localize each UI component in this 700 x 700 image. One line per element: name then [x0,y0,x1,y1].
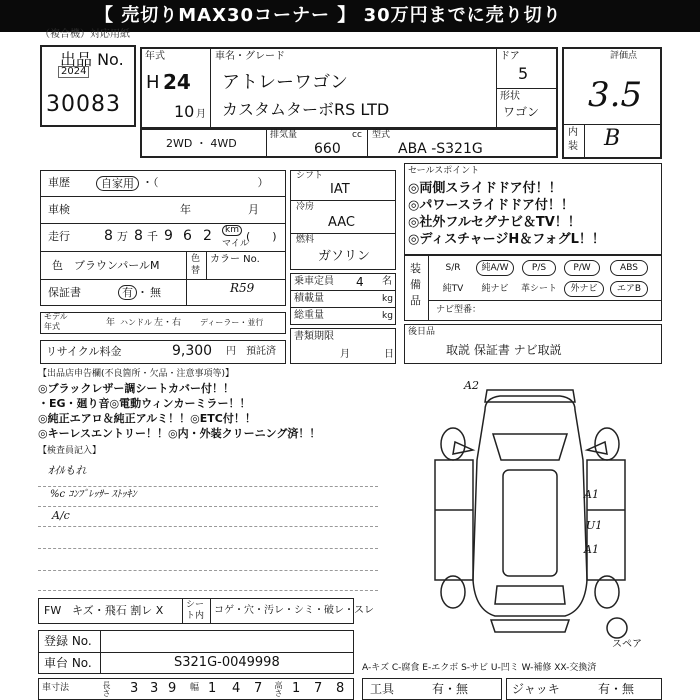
capacity-label: 乗車定員 [294,276,334,287]
notes-label: 【出品店申告欄(不良箇所・欠品・注意事項等)】 [38,369,235,379]
displacement-value: 660 [314,141,341,157]
era: H [146,72,160,93]
warranty-yes: 有 [118,285,137,300]
ac-label: 冷房 [296,202,315,212]
door-label: ドア [500,51,520,62]
score-value: 3.5 [588,75,643,115]
dims-h-2: 7 [314,681,323,696]
mileage-digit-1: 8 [134,228,143,244]
equip-airbag: エアB [610,281,648,297]
color-no-value: R59 [230,281,255,295]
banner-text: 【 売切りMAX30コーナー 】 30万円までに売り切り [95,5,562,26]
mileage-unit-km: km [222,225,242,236]
model-row-label-2: 年式 [44,322,60,331]
navi-model-label: ナビ型番： [436,305,482,315]
sales-point-1: ◎両側スライドドア付！！ [408,181,562,196]
door-value: 5 [518,64,529,83]
dims-h-1: 1 [292,681,301,696]
shape-value: ワゴン [503,105,540,119]
after-value: 取説 保証書 ナビ取説 [446,343,562,357]
car-diagram [425,380,635,650]
equipment-label-3: 品 [410,294,421,307]
mileage-man-unit: 万 [117,230,128,243]
inspection-label: 車検 [48,203,70,216]
seat-items: コゲ・穴・汚レ・シミ・破レ・スレ [214,605,374,616]
interior-label-1: 内 [568,127,578,138]
chassis-value: S321G-0049998 [174,655,280,670]
after-label: 後日品 [408,327,436,337]
equip-ext-navi: 外ナビ [564,281,604,297]
fuel-value: ガソリン [318,249,371,264]
recycle-value: 9,300 [172,343,213,359]
color-label: 色 [52,259,63,272]
model-row-label-1: モデル [44,312,68,321]
notes-line-2: ・EG・廻り音◎電動ウィンカーミラー！！ [38,397,251,410]
mileage-man: 8 [104,228,113,244]
gross-unit: kg [382,311,393,321]
jack-value: 有・無 [598,682,635,696]
legend-text: A-キズ C-腐食 E-エクボ S-サビ U-凹ミ W-補修 XX-交換済 [362,663,597,673]
warranty-no: 無 [150,286,161,299]
inspection-month: 月 [248,203,259,216]
equipment-label-2: 備 [410,278,421,291]
mark-a1-lower: A1 [584,543,599,556]
docs-month: 月 [340,349,350,360]
equip-sr: S/R [445,263,461,273]
dims-l-3: 9 [168,681,177,696]
equip-abs: ABS [610,260,648,276]
lot-label: 出品 No. [60,50,124,69]
fw-items: キズ・飛石 割レ X [72,604,164,617]
drive-value: 2WD ・ 4WD [166,137,237,150]
sales-point-2: ◎パワースライドドア付！！ [408,198,574,213]
dims-w-2: 4 [232,681,241,696]
load-unit: kg [382,294,393,304]
inspector-line-2: %c ｺﾝﾌﾟﾚｯｻｰ ｽﾄｯｷﾝ [50,489,137,500]
registration-label: 登録 No. [44,634,92,648]
shift-value: IAT [330,182,350,197]
dims-w-3: 7 [254,681,263,696]
notes-line-3: ◎純正エアロ＆純正アルミ！！◎ETC付！！ [38,412,256,425]
model-row-year: 年 [106,318,116,328]
history-value: 自家用 [96,176,139,191]
capacity-unit: 名 [382,276,392,287]
notes-line-1: ◎ブラックレザー調シートカバー付！！ [38,382,235,395]
recycle-unit: 円 [226,346,236,357]
inspector-label: 【検査員記入】 [38,446,102,456]
model-code-label: 型式 [372,130,391,140]
mileage-unit-mile: マイル [222,239,249,249]
displacement-label: 排気量 [270,130,298,140]
equip-alloy: 純A/W [476,260,514,276]
equip-ps: P/S [522,260,556,276]
car-name-label: 車名・グレード [215,51,285,62]
equip-pw: P/W [564,260,600,276]
mark-a1-upper: A1 [584,488,599,501]
lot-year: 2024 [58,66,89,78]
equip-navi: 純ナビ [481,284,509,294]
dims-height-label: 高さ [274,681,283,697]
fuel-label: 燃料 [296,235,315,245]
mileage-digit-2: 9 [164,228,173,244]
shift-label: シフト [296,171,324,181]
dims-l-2: 3 [150,681,159,696]
dims-h-3: 8 [336,681,345,696]
score-label: 評価点 [610,51,638,61]
equipment-label-1: 装 [410,262,421,275]
dims-w-1: 1 [208,681,217,696]
mileage-digit-3: 6 [183,228,192,244]
seat-label-1: シー [186,600,205,610]
month-unit: 月 [196,109,206,120]
history-rest: ・（ ） [142,176,269,189]
inspection-year: 年 [180,203,191,216]
model-row-dealer: ディーラー・並行 [200,318,264,327]
recycle-label: リサイクル料金 [46,345,122,358]
mileage-paren: ( ) [246,230,277,243]
docs-label: 書類期限 [294,331,334,342]
dims-width-label: 幅 [190,683,200,693]
lot-number: 30083 [46,92,121,117]
tools-value: 有・無 [432,682,469,696]
shape-label: 形状 [500,91,520,102]
inspector-line-1: ｵｲﾙもれ [48,464,87,477]
color-value: ブラウンパールM [74,259,160,272]
spare-label: スペア [612,639,642,650]
docs-day: 日 [384,349,394,360]
equip-leather: 革シート [520,284,557,294]
recycle-note: 預託済 [246,346,276,357]
year-label: 年式 [145,51,165,62]
capacity-value: 4 [356,275,364,289]
interior-label-2: 装 [568,141,578,152]
ac-value: AAC [328,215,355,230]
mileage-digit-4: 2 [203,228,212,244]
load-label: 積載量 [294,293,324,304]
model-row-handle-label: ハンドル [120,318,152,327]
dims-label: 車寸法 [42,683,70,693]
color-change-2: 替 [191,266,201,276]
mileage-thousand: 千 [147,230,158,243]
color-change-1: 色 [191,254,201,264]
sales-point-4: ◎ディスチャージH＆フォグL！！ [408,232,605,247]
mark-u1: U1 [586,519,603,532]
car-name-line2: カスタムターボRS LTD [222,100,390,119]
gross-label: 総重量 [294,310,324,321]
model-month-value: 10 [174,102,195,121]
equip-tv: 純TV [442,284,464,294]
tools-label: 工具 [370,682,395,696]
warranty-label: 保証書 [48,286,81,299]
dims-l-1: 3 [130,681,139,696]
chassis-label: 車台 No. [44,656,92,670]
jack-label: ジャッキ [512,682,560,696]
warranty-sep: ・ [137,286,148,299]
sales-point-3: ◎社外フルセグナビ＆TV！！ [408,215,581,230]
displacement-unit: cc [352,130,362,140]
interior-value: B [604,126,621,151]
sales-points-label: セールスポイント [408,166,480,176]
seat-label-2: ト内 [186,611,205,621]
history-label: 車歴 [48,176,70,189]
header-note: （複合機）対応用紙 [40,29,130,40]
color-no-label: カラー No. [210,254,260,265]
model-row-handle-value: 左・右 [154,318,182,328]
model-code-value: ABA -S321G [398,141,483,157]
mileage-label: 走行 [48,230,70,243]
inspector-line-3: A/c [52,509,70,522]
car-name-line1: アトレーワゴン [222,72,348,93]
model-year-value: 24 [163,70,191,94]
dims-length-label: 長さ [102,681,111,697]
mark-a2: A2 [464,379,479,392]
fw-label: FW [44,604,62,617]
notes-line-4: ◎キーレスエントリー！！◎内・外装クリーニング済！！ [38,427,321,440]
